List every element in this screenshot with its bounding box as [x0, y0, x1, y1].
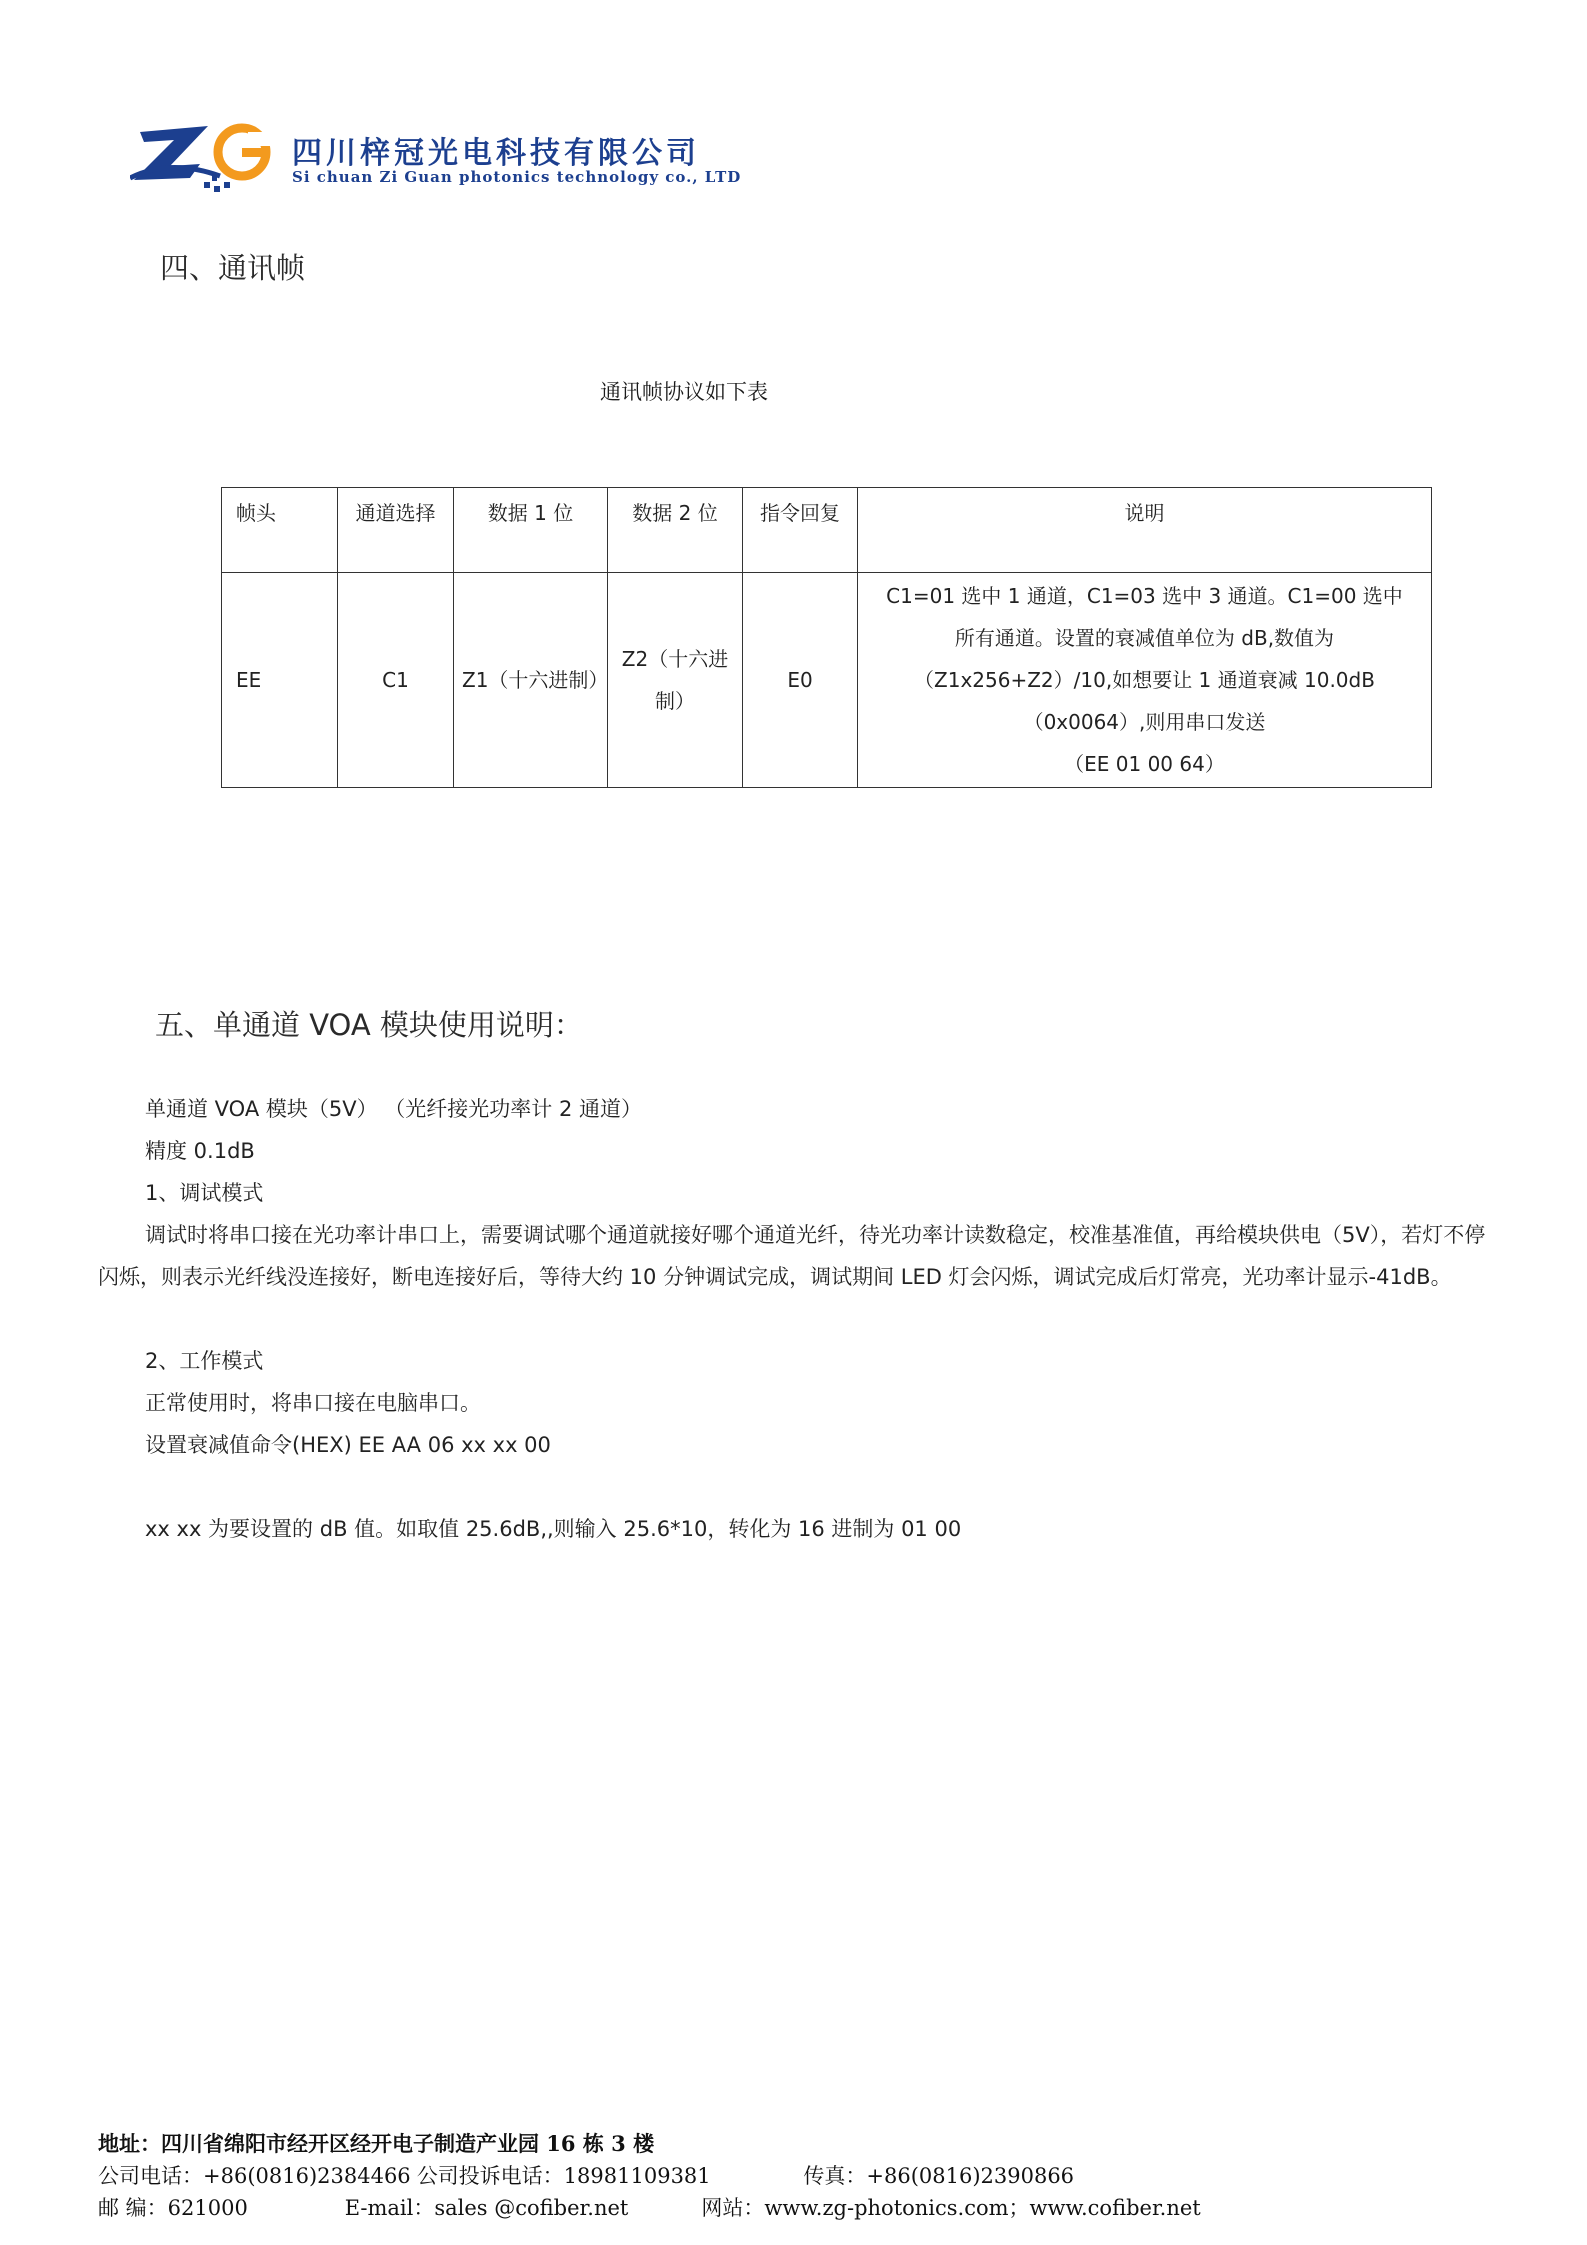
desc-line: （0x0064）,则用串口发送: [1023, 710, 1266, 734]
footer-fax: 传真：+86(0816)2390866: [803, 2164, 1075, 2188]
cell-data1: Z1（十六进制）: [454, 573, 608, 788]
desc-line: C1=01 选中 1 通道，C1=03 选中 3 通道。C1=00 选中: [886, 584, 1403, 608]
cell-desc: [858, 573, 1432, 788]
header-data2: 数据 2 位: [608, 488, 743, 573]
header-desc: 说明: [858, 488, 1432, 573]
footer-phone: 公司电话：+86(0816)2384466: [98, 2164, 411, 2188]
cell-reply: E0: [743, 573, 858, 788]
header-frame-head: 帧头: [222, 488, 338, 573]
company-name-cn: 四川梓冠光电科技有限公司: [292, 136, 700, 171]
footer-website[interactable]: 网站：www.zg-photonics.com；www.cofiber.net: [701, 2196, 1201, 2220]
attenuation-example: xx xx 为要设置的 dB 值。如取值 25.6dB,,则输入 25.6*10，转化为 16 进制为 01 00: [145, 1517, 962, 1541]
attenuation-command: 设置衰减值命令(HEX) EE AA 06 xx xx 00: [145, 1433, 551, 1457]
footer-contact-line: [98, 2160, 1074, 2192]
header-data1: 数据 1 位: [454, 488, 608, 573]
desc-line: （EE 01 00 64）: [1064, 752, 1225, 776]
footer-address: 地址：四川省绵阳市经开区经开电子制造产业园 16 栋 3 楼: [98, 2131, 655, 2156]
desc-line: 所有通道。设置的衰减值单位为 dB,数值为: [954, 626, 1335, 650]
cell-data2: Z2（十六进制）: [608, 573, 743, 788]
paragraph-precision: 精度 0.1dB: [145, 1139, 255, 1163]
footer-complaint: 公司投诉电话：18981109381: [416, 2164, 711, 2188]
header-reply: 指令回复: [743, 488, 858, 573]
table-row: [222, 573, 1432, 788]
protocol-table: [221, 487, 1432, 788]
header-channel: 通道选择: [338, 488, 454, 573]
company-logo: [130, 118, 290, 198]
table-header-row: [222, 488, 1432, 573]
desc-line: （Z1x256+Z2）/10,如想要让 1 通道衰减 10.0dB: [914, 668, 1375, 692]
cell-frame-head: EE: [222, 573, 338, 788]
section5-title: 五、单通道 VOA 模块使用说明：: [155, 1008, 583, 1042]
section4-title: 四、通讯帧: [160, 251, 306, 285]
table-caption: 通讯帧协议如下表: [600, 380, 768, 404]
footer-postcode: 邮 编：621000: [98, 2196, 248, 2220]
debug-mode-heading: 1、调试模式: [145, 1181, 264, 1205]
cell-channel: C1: [338, 573, 454, 788]
work-mode-heading: 2、工作模式: [145, 1349, 264, 1373]
footer-email[interactable]: E-mail：sales @cofiber.net: [344, 2196, 629, 2220]
work-mode-paragraph: 正常使用时，将串口接在电脑串口。: [145, 1391, 481, 1415]
paragraph-module: 单通道 VOA 模块（5V） （光纤接光功率计 2 通道）: [145, 1097, 642, 1121]
debug-mode-paragraph: 调试时将串口接在光功率计串口上，需要调试哪个通道就接好哪个通道光纤，待光功率计读数稳定，校准基准值，再给模块供电（5V），若灯不停闪烁，则表示光纤线没连接好，断电连接好后，等待大约 10 分钟调试完成，调试期间 LED 灯会闪烁，调试完成后灯常亮，光功率计显示-41dB。: [98, 1223, 1486, 1289]
footer-web-line: [98, 2192, 1201, 2224]
company-name-en: Si chuan Zi Guan photonics technology co., LTD: [292, 168, 742, 186]
